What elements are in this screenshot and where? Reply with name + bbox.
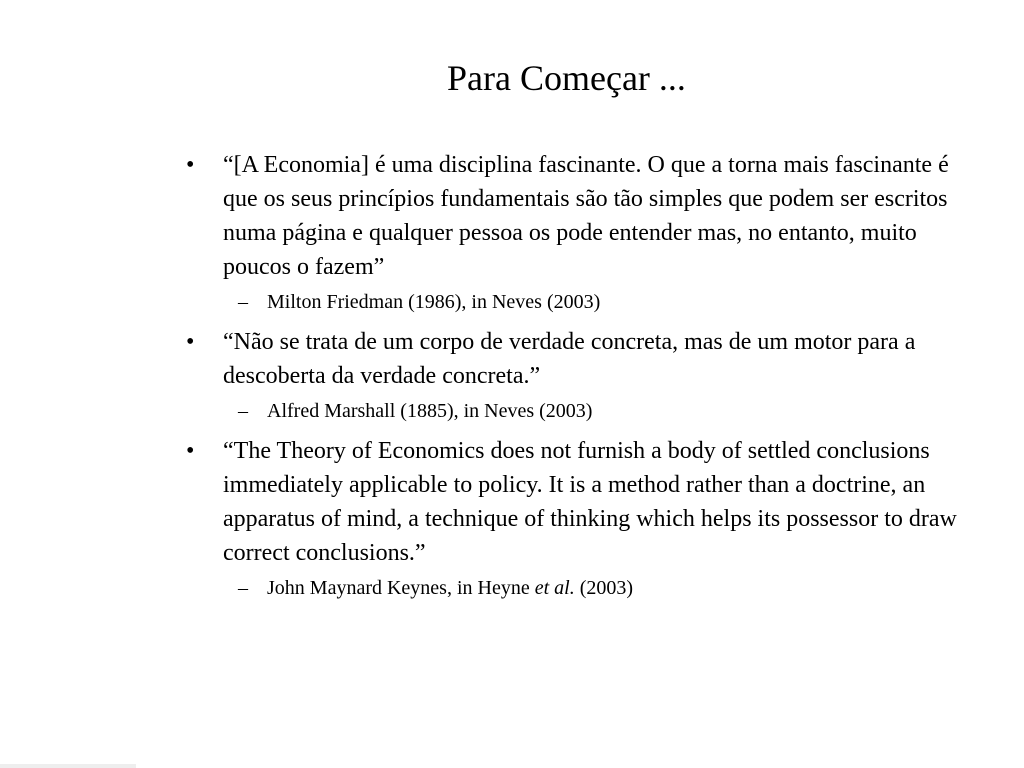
attribution-text-pre: John Maynard Keynes, in Heyne [267, 577, 535, 599]
attribution-text: Milton Friedman (1986), in Neves (2003) [267, 291, 601, 313]
dash-marker: – [238, 577, 248, 599]
quote-text: “Não se trata de um corpo de verdade concreta, mas de um motor para a descoberta da verdade concreta.” [223, 329, 916, 389]
attribution-text-post: (2003) [574, 577, 634, 599]
bullet-item-keynes-quote [180, 434, 980, 570]
dash-marker: – [238, 400, 248, 422]
quote-text: “The Theory of Economics does not furnish a body of settled conclusions immediately applicable to policy. It is a method rather than a doctrine, an apparatus of mind, a technique of thinking which helps its possessor to draw correct conclusions.” [223, 438, 957, 566]
slide-title: Para Começar ... [447, 58, 686, 98]
attribution-keynes [180, 575, 980, 601]
bullet-marker: • [186, 329, 195, 355]
attribution-text-em: et al. [534, 577, 575, 599]
attribution-friedman [180, 289, 980, 315]
bottom-left-bar [0, 764, 136, 768]
attribution-text: Alfred Marshall (1885), in Neves (2003) [267, 400, 593, 422]
bullet-item-marshall-quote [180, 325, 980, 393]
attribution-marshall [180, 398, 980, 424]
bullet-item-friedman-quote [180, 148, 980, 284]
dash-marker: – [238, 291, 248, 313]
bullet-list [180, 148, 980, 611]
bullet-marker: • [186, 152, 195, 178]
bullet-marker: • [186, 438, 195, 464]
quote-text: “[A Economia] é uma disciplina fascinante. O que a torna mais fascinante é que os seus princípios fundamentais são tão simples que podem ser escritos numa página e qualquer pessoa os pode entender mas, no entanto, muito poucos o fazem” [223, 152, 949, 280]
